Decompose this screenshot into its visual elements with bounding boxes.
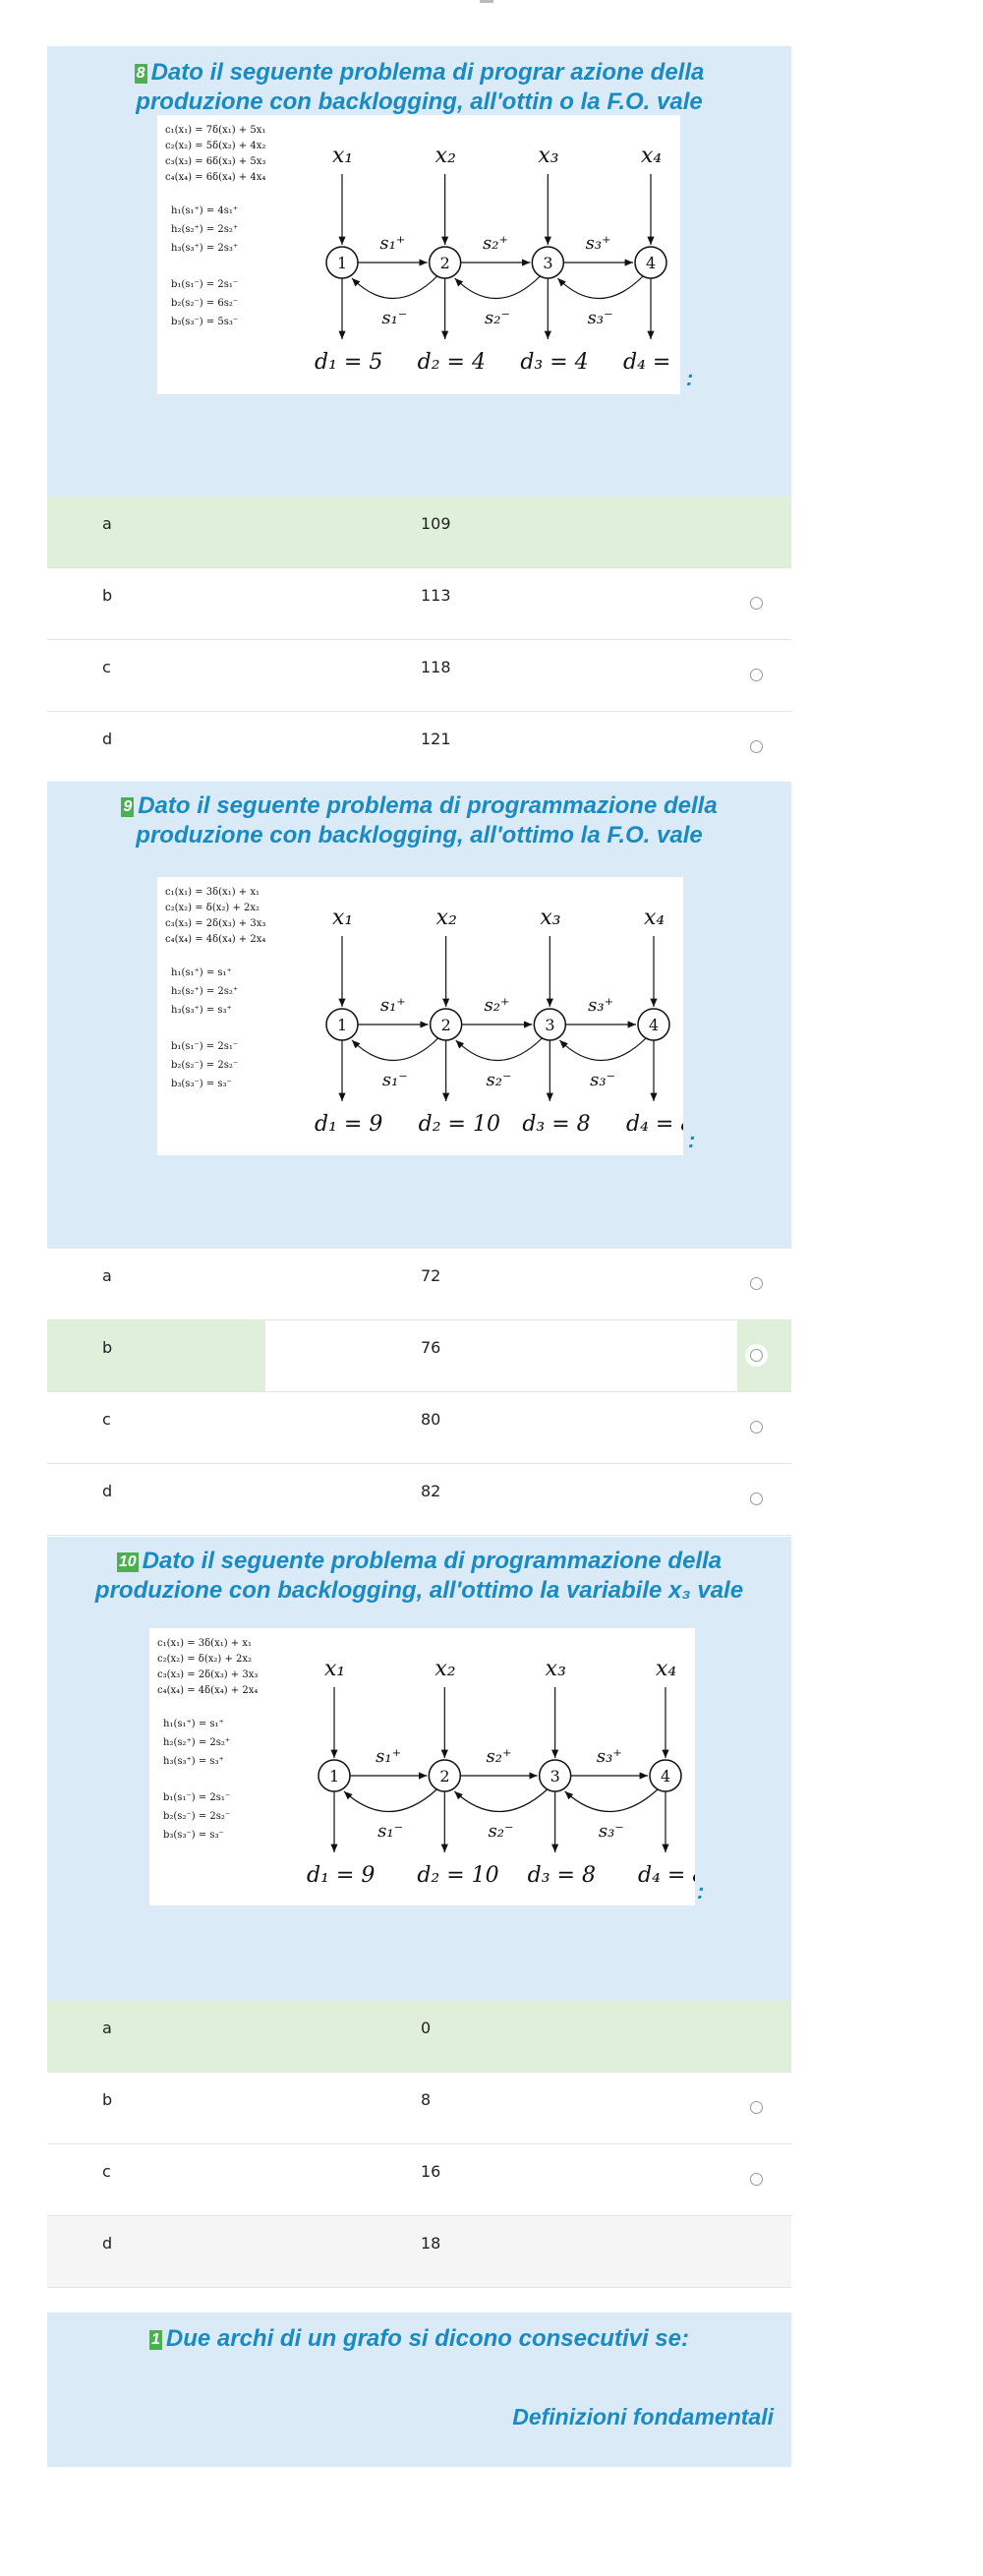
production-variable-label: x₁ <box>324 1657 346 1681</box>
cost-formula: c₃(x₃) = 6δ(x₃) + 5x₃ <box>165 156 266 167</box>
holding-formula: h₁(s₁⁺) = s₁⁺ <box>171 967 232 978</box>
question-8-block <box>47 46 791 497</box>
answer-letter: d <box>102 1482 113 1500</box>
backlog-label: s₁⁻ <box>381 308 408 328</box>
node-label: 1 <box>329 1767 340 1786</box>
answers-9 <box>47 1249 791 1536</box>
figure-svg <box>157 877 683 1155</box>
radio-button[interactable] <box>750 2101 763 2114</box>
question-1-block <box>47 2313 791 2467</box>
backlog-label: s₃⁻ <box>598 1821 624 1842</box>
answer-row[interactable] <box>47 497 791 568</box>
radio-button[interactable] <box>750 669 763 681</box>
cost-formula: c₃(x₃) = 2δ(x₃) + 3x₃ <box>157 1669 259 1680</box>
cost-formula: c₃(x₃) = 2δ(x₃) + 3x₃ <box>165 918 266 929</box>
answer-row[interactable] <box>47 2216 791 2288</box>
question-number-badge: 1 <box>150 2331 160 2348</box>
production-variable-label: x₄ <box>644 906 665 930</box>
question-number-badge: 8 <box>136 65 145 82</box>
question-number-badge: 10 <box>118 1553 137 1570</box>
production-variable-label: x₁ <box>332 906 354 930</box>
answer-value: 113 <box>421 586 451 605</box>
radio-button[interactable] <box>750 740 763 753</box>
colon: : <box>686 366 694 390</box>
question-number-badge: 9 <box>123 798 133 815</box>
inventory-label: s₃⁺ <box>596 1746 622 1767</box>
inventory-label: s₂⁺ <box>483 233 508 254</box>
holding-formula: h₂(s₂⁺) = 2s₂⁺ <box>163 1737 231 1748</box>
node-label: 3 <box>549 1767 560 1786</box>
backlog-formula: b₂(s₂⁻) = 2s₂⁻ <box>171 1060 239 1071</box>
answer-value: 16 <box>421 2162 441 2181</box>
demand-label: d₄ = <box>626 1112 674 1137</box>
answer-letter: b <box>102 2090 113 2109</box>
answer-value: 80 <box>421 1410 441 1429</box>
backlog-label: s₃⁻ <box>587 308 613 328</box>
title-line-1: Dato il seguente problema di prograr azione della <box>150 59 705 86</box>
answer-row[interactable] <box>47 2144 791 2216</box>
demand-label: d₁ = 9 <box>307 1863 376 1888</box>
holding-formula: h₃(s₃⁺) = 2s₃⁺ <box>171 243 239 254</box>
question-10-title <box>47 1537 791 1606</box>
cost-formula: c₂(x₂) = δ(x₂) + 2x₂ <box>165 903 260 913</box>
backlog-label: s₂⁻ <box>485 308 510 328</box>
backlog-label: s₁⁻ <box>377 1821 404 1842</box>
demand-label: d₁ = 5 <box>315 350 383 375</box>
inventory-label: s₂⁺ <box>486 1746 512 1767</box>
answer-letter: b <box>102 1338 113 1357</box>
colon: : <box>697 1879 705 1903</box>
cost-formula: c₁(x₁) = 3δ(x₁) + x₁ <box>157 1638 253 1649</box>
node-label: 3 <box>543 254 553 272</box>
backward-arc <box>455 276 541 299</box>
inventory-label: s₁⁺ <box>376 1746 402 1767</box>
holding-formula: h₃(s₃⁺) = s₃⁺ <box>171 1005 232 1016</box>
answer-letter: c <box>102 2162 111 2181</box>
title-line-2: produzione con backlogging, all'ottin o la F.O. vale <box>136 88 703 115</box>
title-line-1: Dato il seguente problema di programmazione della <box>142 1548 723 1574</box>
production-variable-label: x₃ <box>540 906 561 930</box>
demand-label: d₂ = 4 <box>417 350 486 375</box>
backlog-formula: b₃(s₃⁻) = s₃⁻ <box>163 1830 224 1841</box>
node-label: 1 <box>337 1016 348 1034</box>
answer-value: 72 <box>421 1266 441 1285</box>
demand-label: d₃ = 8 <box>522 1112 591 1137</box>
demand-label: d₄ = <box>638 1863 686 1888</box>
answers-10 <box>47 2001 791 2288</box>
inventory-label: s₁⁺ <box>379 233 406 254</box>
question-9-title <box>47 782 791 850</box>
answer-letter: d <box>102 2234 113 2253</box>
answer-row[interactable] <box>47 712 791 784</box>
node-label: 3 <box>545 1016 555 1034</box>
backward-arc <box>557 276 643 299</box>
holding-formula: h₁(s₁⁺) = s₁⁺ <box>163 1719 224 1729</box>
answer-row[interactable] <box>47 1249 791 1320</box>
answer-value: 18 <box>421 2234 441 2253</box>
answer-row[interactable] <box>47 2073 791 2144</box>
backlog-formula: b₃(s₃⁻) = s₃⁻ <box>171 1079 232 1089</box>
backlog-label: s₂⁻ <box>488 1821 514 1842</box>
title-line-2: produzione con backlogging, all'ottimo la variabile x₃ vale <box>94 1577 744 1604</box>
colon: : <box>688 1128 696 1152</box>
demand-label: d₃ = 8 <box>527 1863 596 1888</box>
node-label: 2 <box>440 1016 451 1034</box>
production-variable-label: x₄ <box>656 1657 677 1681</box>
answer-value: 0 <box>421 2019 432 2037</box>
production-variable-label: x₂ <box>435 906 457 930</box>
question-8-title <box>47 46 791 117</box>
backlog-label: s₃⁻ <box>590 1070 616 1090</box>
answer-row[interactable] <box>47 1392 791 1464</box>
answer-value: 121 <box>421 730 451 748</box>
backlog-formula: b₂(s₂⁻) = 2s₂⁻ <box>163 1811 231 1822</box>
backward-arc <box>565 1789 658 1812</box>
cost-formula: c₄(x₄) = 4δ(x₄) + 2x₄ <box>165 934 266 945</box>
answer-letter: c <box>102 1410 111 1429</box>
radio-button[interactable] <box>750 1349 763 1362</box>
backlog-formula: b₁(s₁⁻) = 2s₁⁻ <box>163 1792 231 1803</box>
cost-formula: c₂(x₂) = δ(x₂) + 2x₂ <box>157 1654 253 1665</box>
production-variable-label: x₁ <box>332 144 354 168</box>
figure-svg <box>149 1628 695 1905</box>
radio-button[interactable] <box>750 1421 763 1434</box>
answer-value: 82 <box>421 1482 441 1500</box>
problem-figure-8 <box>157 115 680 394</box>
backlog-label: s₂⁻ <box>486 1070 512 1090</box>
holding-formula: h₃(s₃⁺) = s₃⁺ <box>163 1756 224 1767</box>
backward-arc <box>352 1038 438 1061</box>
backward-arc <box>559 1038 646 1061</box>
holding-formula: h₁(s₁⁺) = 4s₁⁺ <box>171 205 239 216</box>
backlog-formula: b₂(s₂⁻) = 6s₂⁻ <box>171 298 239 309</box>
question-10-block <box>47 1537 791 2001</box>
node-label: 4 <box>661 1767 671 1786</box>
answers-8 <box>47 497 791 784</box>
demand-label: d₂ = 10 <box>418 1112 500 1137</box>
answer-letter: d <box>102 730 113 748</box>
cost-formula: c₄(x₄) = 6δ(x₄) + 4x₄ <box>165 172 266 183</box>
title-line-1: Dato il seguente problema di programmazione della <box>138 792 718 819</box>
backlog-formula: b₁(s₁⁻) = 2s₁⁻ <box>171 279 239 290</box>
node-label: 2 <box>439 1767 450 1786</box>
answer-letter: a <box>102 514 112 533</box>
backlog-formula: b₃(s₃⁻) = 5s₃⁻ <box>171 317 239 327</box>
answer-value: 8 <box>421 2090 432 2109</box>
answer-letter: a <box>102 2019 112 2037</box>
node-label: 1 <box>337 254 348 272</box>
title-text: Due archi di un grafo si dicono consecutivi se: <box>165 2325 689 2352</box>
radio-button[interactable] <box>750 2173 763 2186</box>
top-mark <box>480 0 493 3</box>
node-label: 4 <box>646 254 657 272</box>
radio-button[interactable] <box>750 1277 763 1290</box>
production-variable-label: x₃ <box>545 1657 566 1681</box>
demand-label: d₄ = <box>623 350 671 375</box>
cost-formula: c₂(x₂) = 5δ(x₂) + 4x₂ <box>165 141 266 151</box>
answer-row[interactable] <box>47 1320 791 1392</box>
answer-row[interactable] <box>47 1464 791 1536</box>
radio-button[interactable] <box>750 597 763 610</box>
answer-row[interactable] <box>47 2001 791 2073</box>
cost-formula: c₄(x₄) = 4δ(x₄) + 2x₄ <box>157 1685 259 1696</box>
problem-figure-9 <box>157 877 683 1155</box>
backward-arc <box>352 276 437 299</box>
question-1-title <box>47 2313 791 2354</box>
answer-value: 109 <box>421 514 451 533</box>
figure-svg <box>157 115 680 394</box>
production-variable-label: x₄ <box>641 144 663 168</box>
production-variable-label: x₃ <box>538 144 559 168</box>
answer-row[interactable] <box>47 568 791 640</box>
answer-value: 118 <box>421 658 451 676</box>
answer-row[interactable] <box>47 640 791 712</box>
holding-formula: h₂(s₂⁺) = 2s₂⁺ <box>171 224 239 235</box>
production-variable-label: x₂ <box>434 1657 456 1681</box>
backlog-label: s₁⁻ <box>381 1070 408 1090</box>
demand-label: d₃ = 4 <box>520 350 589 375</box>
answer-letter: b <box>102 586 113 605</box>
inventory-label: s₃⁺ <box>588 995 614 1016</box>
node-label: 2 <box>439 254 450 272</box>
title-line-2: produzione con backlogging, all'ottimo la F.O. vale <box>136 822 703 849</box>
demand-label: d₁ = 9 <box>315 1112 383 1137</box>
demand-label: d₂ = 10 <box>417 1863 499 1888</box>
production-variable-label: x₂ <box>434 144 456 168</box>
backward-arc <box>344 1789 436 1812</box>
inventory-label: s₁⁺ <box>379 995 406 1016</box>
backlog-formula: b₁(s₁⁻) = 2s₁⁻ <box>171 1041 239 1052</box>
answer-letter: a <box>102 1266 112 1285</box>
node-label: 4 <box>649 1016 660 1034</box>
radio-button[interactable] <box>750 1493 763 1505</box>
backward-arc <box>454 1789 547 1812</box>
inventory-label: s₂⁺ <box>484 995 510 1016</box>
backward-arc <box>456 1038 543 1061</box>
cost-formula: c₁(x₁) = 7δ(x₁) + 5x₁ <box>165 125 266 136</box>
question-9-block <box>47 782 791 1249</box>
cost-formula: c₁(x₁) = 3δ(x₁) + x₁ <box>165 887 260 898</box>
problem-figure-10 <box>149 1628 695 1905</box>
answer-letter: c <box>102 658 111 676</box>
section-link[interactable]: Definizioni fondamentali <box>512 2404 774 2430</box>
answer-value: 76 <box>421 1338 441 1357</box>
inventory-label: s₃⁺ <box>585 233 611 254</box>
holding-formula: h₂(s₂⁺) = 2s₂⁺ <box>171 986 239 997</box>
